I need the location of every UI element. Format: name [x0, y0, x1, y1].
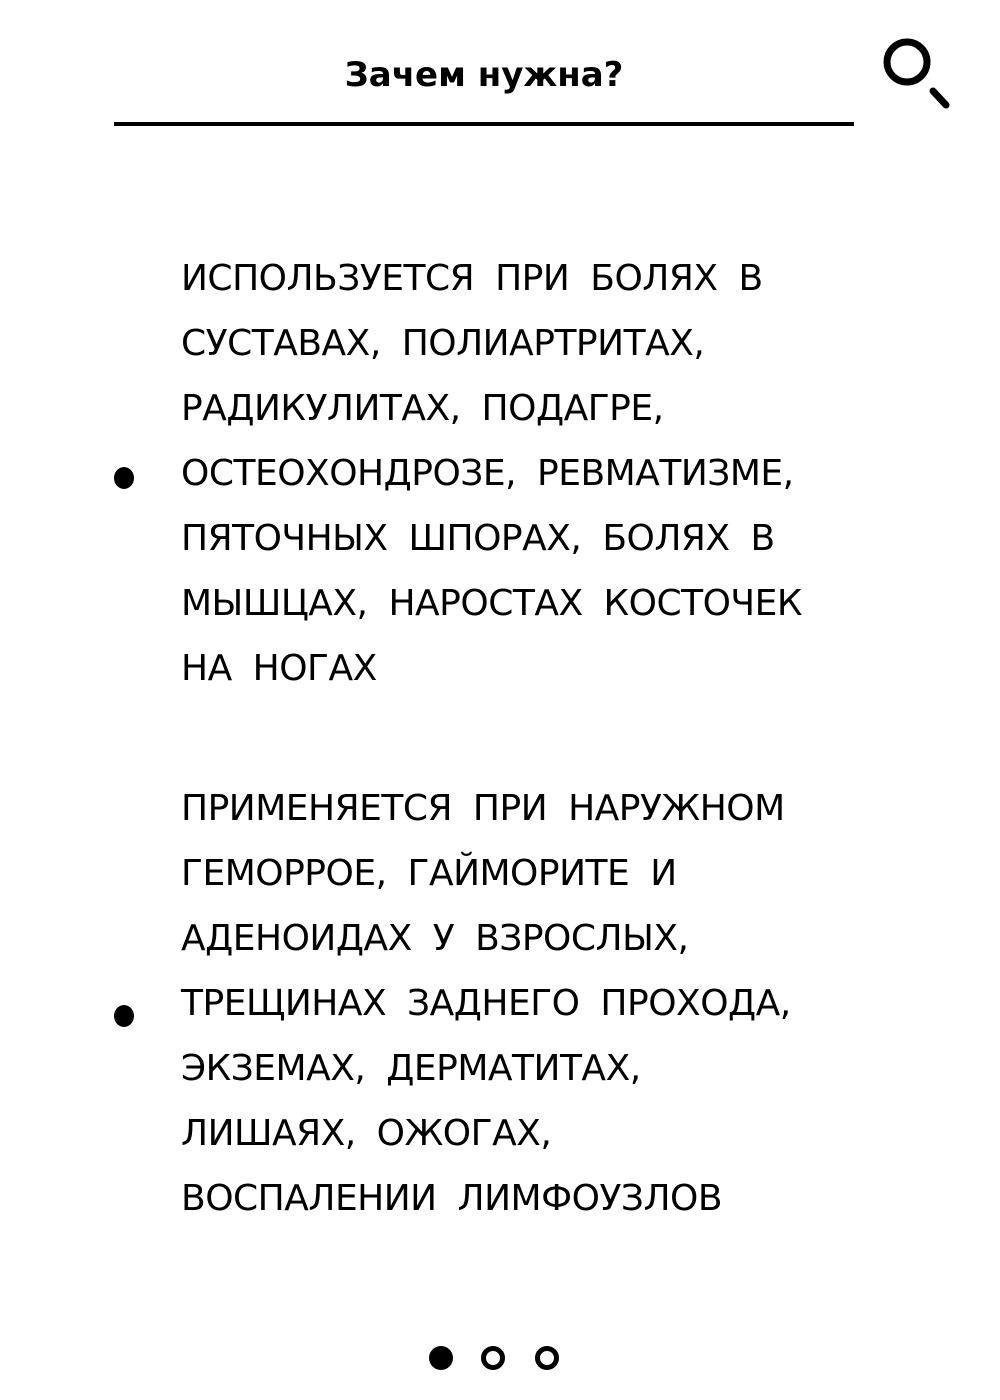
text-line: ИСПОЛЬЗУЕТСЯ ПРИ БОЛЯХ В [181, 258, 763, 299]
text-line: ПРИМЕНЯЕТСЯ ПРИ НАРУЖНОМ [181, 788, 785, 829]
text-line: СУСТАВАХ, ПОЛИАРТРИТАХ, [181, 323, 705, 364]
page-dot-1-active[interactable] [429, 1346, 453, 1370]
bullet-point [114, 467, 134, 489]
text-line: НА НОГАХ [181, 648, 377, 689]
text-line: РАДИКУЛИТАХ, ПОДАГРЕ, [181, 388, 664, 429]
bullet-point [114, 1005, 134, 1027]
page-dot-3[interactable] [535, 1346, 559, 1370]
text-line: АДЕНОИДАХ У ВЗРОСЛЫХ, [181, 918, 689, 959]
text-line: ЭКЗЕМАХ, ДЕРМАТИТАХ, [181, 1048, 641, 1089]
usage-section-skin [181, 776, 901, 1231]
text-line: ЛИШАЯХ, ОЖОГАХ, [181, 1113, 552, 1154]
search-icon [878, 34, 954, 110]
text-line: ТРЕЩИНАХ ЗАДНЕГО ПРОХОДА, [181, 983, 791, 1024]
pagination-dots [0, 1346, 1000, 1372]
text-line: ОСТЕОХОНДРОЗЕ, РЕВМАТИЗМЕ, [181, 453, 794, 494]
page-dot-2[interactable] [481, 1346, 505, 1370]
text-line: ПЯТОЧНЫХ ШПОРАХ, БОЛЯХ В [181, 518, 775, 559]
text-line: ВОСПАЛЕНИИ ЛИМФОУЗЛОВ [181, 1178, 723, 1219]
text-line: МЫШЦАХ, НАРОСТАХ КОСТОЧЕК [181, 583, 802, 624]
header-divider [114, 122, 854, 126]
page-title: Зачем нужна? [344, 55, 624, 95]
usage-section-joints [181, 246, 901, 701]
text-line: ГЕМОРРОЕ, ГАЙМОРИТЕ И [181, 853, 677, 894]
search-button[interactable] [878, 34, 954, 110]
